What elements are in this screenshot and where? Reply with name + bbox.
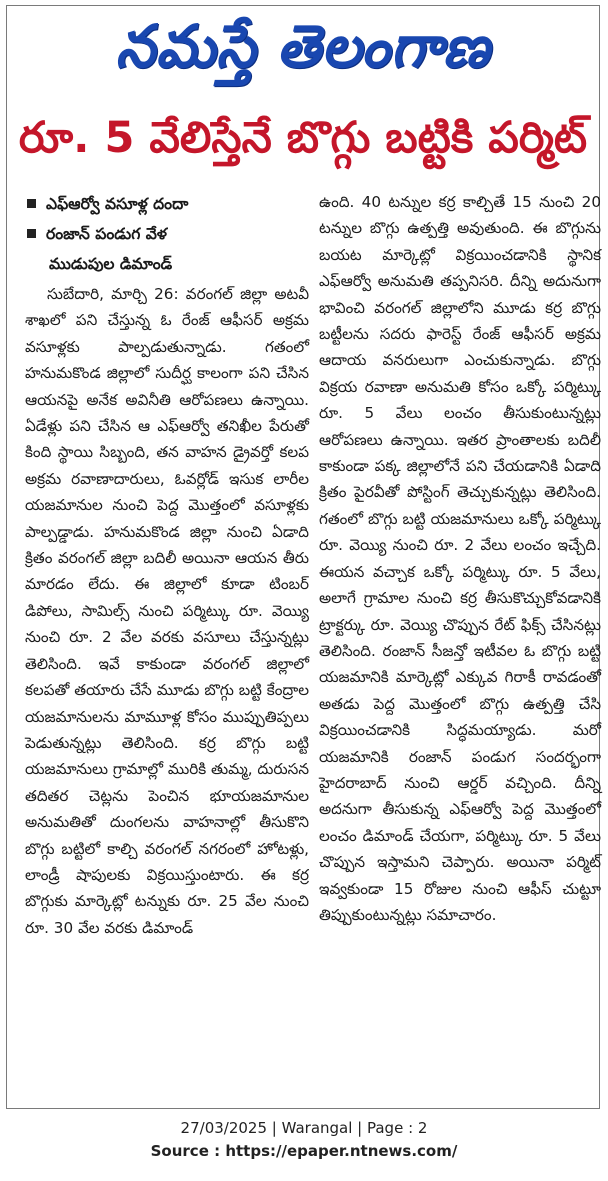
bullet-text-continued: ముడుపుల డిమాండ్ xyxy=(49,255,173,273)
bullet-item xyxy=(25,219,309,249)
bullet-text: రంజాన్ పండుగ వేళ xyxy=(46,225,167,243)
masthead xyxy=(7,14,599,94)
article-column-left xyxy=(25,189,309,941)
bullet-square-icon xyxy=(27,199,36,208)
headline xyxy=(17,104,589,182)
bullet-square-icon xyxy=(27,229,36,238)
footer-source: Source : https://epaper.ntnews.com/ xyxy=(150,1142,458,1160)
clipping-frame xyxy=(6,5,600,1109)
bullet-text: ఎఫ్ఆర్వో వసూళ్ల దందా xyxy=(46,195,189,213)
bullet-item xyxy=(25,189,309,219)
masthead-logo: నమస్తే తెలంగాణ xyxy=(115,12,491,81)
footer-meta: 27/03/2025 | Warangal | Page : 2 xyxy=(180,1119,428,1137)
headline-text: రూ. 5 వేలిస్తేనే బొగ్గు బట్టికి పర్మిట్ xyxy=(18,113,588,163)
article-body-right: ఉంది. 40 టన్నుల కర్ర కాల్చితే 15 నుంచి 20 టన్నుల బొగ్గు ఉత్పత్తి అవుతుంది. ఈ బొగ్గును బయట మార్కెట్లో విక్రయించడానికి స్థానిక ఎఫ్ఆర్వో అనుమతి తప్పనిసరి. దీన్ని అదునుగా భావించి వరంగల్ జిల్లాలోని మూడు కర్ర బొగ్గు బట్టీలను సదరు ఫారెస్ట్ రేంజ్ ఆఫీసర్ అక్రమ ఆదాయ వనరులుగా ఎంచుకున్నాడు. బొగ్గు విక్రయ రవాణా అనుమతి కోసం ఒక్కో పర్మిట్కు రూ. 5 వేలు లంచం తీసుకుంటున్నట్లు ఆరోపణలు ఉన్నాయి. ఇతర ప్రాంతాలకు బదిలీ కాకుండా పక్క జిల్లాలోనే పని చేయడానికి ఏడాది క్రితం పైరవీతో పోస్టింగ్ తెచ్చుకున్నట్లు తెలిసింది. గతంలో బొగ్గు బట్టి యజమానులు ఒక్కో పర్మిట్కు రూ. వెయ్యి నుంచి రూ. 2 వేలు లంచం ఇచ్చేది. ఈయన వచ్చాక ఒక్కో పర్మిట్కు రూ. 5 వేలు, అలాగే గ్రామాల నుంచి కర్ర తీసుకొచ్చుకోవడానికి ట్రాక్టర్కు రూ. వెయ్యి చొప్పున రేట్ ఫిక్స్ చేసినట్లు తెలిసింది. రంజాన్ సీజన్తో ఇటీవల ఓ బొగ్గు బట్టి యజమానికి మార్కెట్లో ఎక్కువ గిరాకీ రావడంతో అతడు పెద్ద మొత్తంలో బొగ్గు ఉత్పత్తి చేసి విక్రయించడానికి సిద్ధమయ్యాడు. మరో యజమానికి రంజాన్ పండుగ సందర్భంగా హైదరాబాద్ నుంచి ఆర్డర్ వచ్చింది. దీన్ని అదనుగా తీసుకున్న ఎఫ్ఆర్వో పెద్ద మొత్తంలో లంచం డిమాండ్ చేయగా, పర్మిట్కు రూ. 5 వేలు చొప్పున ఇస్తామని చెప్పారు. అయినా పర్మిట్ ఇవ్వకుండా 15 రోజుల నుంచి ఆఫీస్ చుట్టూ తిప్పుకుంటున్నట్లు సమాచారం. xyxy=(319,193,601,924)
article-column-right xyxy=(319,189,601,928)
article-body-left: సుబేదారి, మార్చి 26: వరంగల్ జిల్లా అటవీ శాఖలో పని చేస్తున్న ఓ రేంజ్ ఆఫీసర్ అక్రమ వసూళ్లకు పాల్పడుతున్నాడు. గతంలో హనుమకొండ జిల్లాలో సుదీర్ఘ కాలంగా పని చేసిన ఆయనపై అనేక అవినీతి ఆరోపణలు ఉన్నాయి. ఏడేళ్లు పని చేసిన ఆ ఎఫ్ఆర్వో తనిఖీల పేరుతో కింది స్థాయి సిబ్బంది, తన వాహన డ్రైవర్తో కలప అక్రమ రవాణాదారులు, ఓవర్లోడ్ ఇసుక లారీల యజమానుల నుంచి పెద్ద మొత్తంలో వసూళ్లకు పాల్పడ్డాడు. హనుమకొండ జిల్లా నుంచి ఏడాది క్రితం వరంగల్ జిల్లా బదిలీ అయినా ఆయన తీరు మారడం లేదు. ఈ జిల్లాలో కూడా టింబర్ డిపోలు, సామిల్స్ నుంచి పర్మిట్కు రూ. వెయ్యి నుంచి రూ. 2 వేల వరకు వసూలు చేస్తున్నట్లు తెలిసింది. ఇవే కాకుండా వరంగల్ జిల్లాలో కలపతో తయారు చేసే మూడు బొగ్గు బట్టి కేంద్రాల యజమానులను మామూళ్ల కోసం ముప్పుతిప్పలు పెడుతున్నట్లు తెలిసింది. కర్ర బొగ్గు బట్టి యజమానులు గ్రామాల్లో మురికి తుమ్మ, దురుసన తదితర చెట్లను పెంచిన భూయజమానుల అనుమతితో దుంగలను వాహనాల్లో తీసుకొని బొగ్గు బట్టిలో కాల్చి వరంగల్ నగరంలో హోటళ్లు, లాండ్రీ షాపులకు విక్రయిస్తుంటారు. ఈ కర్ర బొగ్గుకు మార్కెట్లో టన్నుకు రూ. 25 వేల నుంచి రూ. 30 వేల వరకు డిమాండ్ xyxy=(25,285,309,937)
